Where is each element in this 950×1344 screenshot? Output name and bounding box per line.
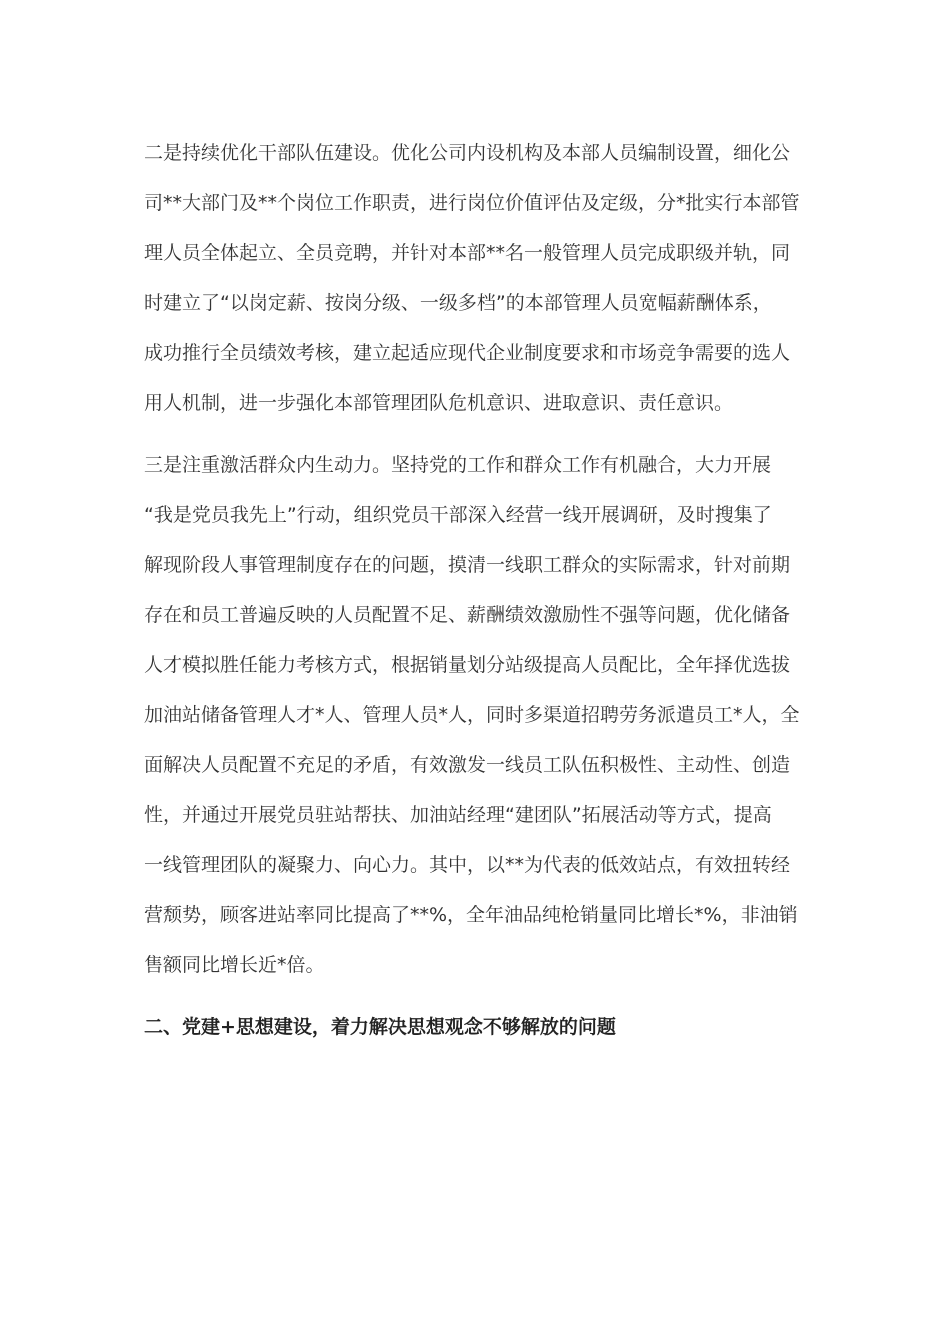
text-line: 人才模拟胜任能力考核方式，根据销量划分站级提高人员配比，全年择优选拔	[144, 654, 791, 676]
text-line: 时建立了“以岗定薪、按岗分级、一级多档”的本部管理人员宽幅薪酬体系，	[144, 292, 772, 314]
text-line: 售额同比增长近*倍。	[144, 954, 325, 976]
paragraph-cadre-team	[144, 128, 806, 428]
text-line: 三是注重激活群众内生动力。坚持党的工作和群众工作有机融合，大力开展	[144, 454, 772, 476]
document-body	[144, 128, 806, 1052]
text-line: 加油站储备管理人才*人、管理人员*人，同时多渠道招聘劳务派遣员工*人，全	[144, 704, 800, 726]
text-line: 司**大部门及**个岗位工作职责，进行岗位价值评估及定级，分*批实行本部管	[144, 192, 800, 214]
paragraph-mass-motivation	[144, 440, 806, 990]
text-line: 理人员全体起立、全员竞聘，并针对本部**名一般管理人员完成职级并轨，同	[144, 242, 791, 264]
text-line: 解现阶段人事管理制度存在的问题，摸清一线职工群众的实际需求，针对前期	[144, 554, 791, 576]
text-line: 面解决人员配置不充足的矛盾，有效激发一线员工队伍积极性、主动性、创造	[144, 754, 791, 776]
text-line: “我是党员我先上”行动，组织党员干部深入经营一线开展调研，及时搜集了	[144, 504, 772, 526]
section-heading: 二、党建+思想建设，着力解决思想观念不够解放的问题	[144, 1016, 616, 1038]
text-line: 用人机制，进一步强化本部管理团队危机意识、进取意识、责任意识。	[144, 392, 734, 414]
text-line: 营颓势，顾客进站率同比提高了**%，全年油品纯枪销量同比增长*%，非油销	[144, 904, 798, 926]
text-line: 性，并通过开展党员驻站帮扶、加油站经理“建团队”拓展活动等方式，提高	[144, 804, 772, 826]
text-line: 一线管理团队的凝聚力、向心力。其中，以**为代表的低效站点，有效扭转经	[144, 854, 791, 876]
text-line: 二是持续优化干部队伍建设。优化公司内设机构及本部人员编制设置，细化公	[144, 142, 791, 164]
text-line: 成功推行全员绩效考核，建立起适应现代企业制度要求和市场竞争需要的选人	[144, 342, 791, 364]
text-line: 存在和员工普遍反映的人员配置不足、薪酬绩效激励性不强等问题，优化储备	[144, 604, 791, 626]
